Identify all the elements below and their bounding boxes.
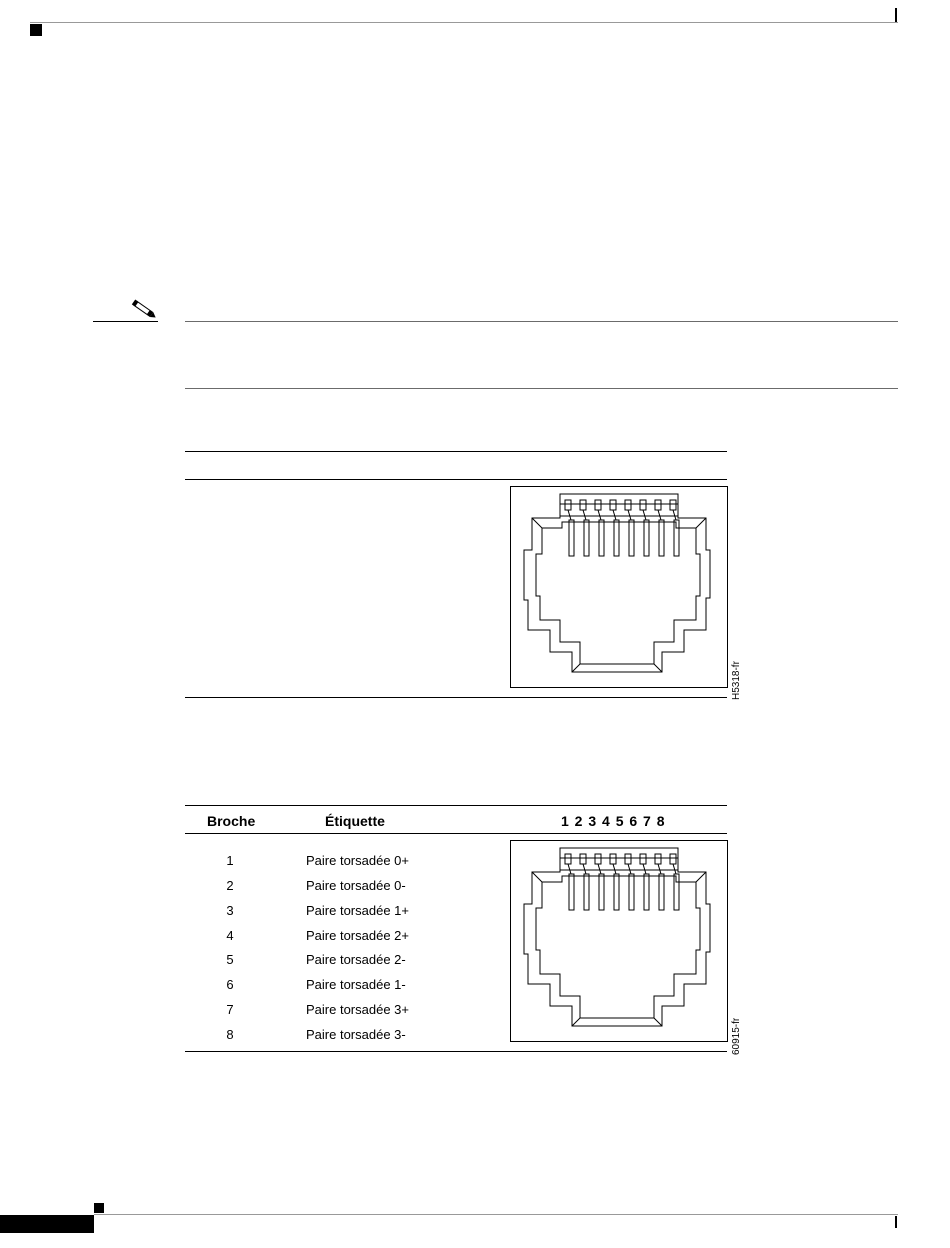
table2-header-rule — [185, 833, 727, 834]
table-row-3-pin: 3 — [226, 903, 234, 918]
note-bottom-rule — [185, 388, 898, 389]
table2-header-pin-numbers: 1 2 3 4 5 6 7 8 — [561, 813, 666, 829]
table-row-4-label: Paire torsadée 2+ — [306, 928, 409, 943]
table1-rj45-diagram — [510, 486, 728, 688]
table2-top-rule — [185, 805, 727, 806]
table2-bottom-rule — [185, 1051, 727, 1052]
table-row-5-pin: 5 — [226, 952, 234, 967]
table-row-2-pin: 2 — [226, 878, 234, 893]
footer-corner-mark — [94, 1203, 104, 1213]
header-corner-mark — [30, 24, 42, 36]
table-row-7-label: Paire torsadée 3+ — [306, 1002, 409, 1017]
table-row-8-label: Paire torsadée 3- — [306, 1027, 406, 1042]
table-row-3-label: Paire torsadée 1+ — [306, 903, 409, 918]
header-rule — [30, 22, 898, 23]
table2-header-label: Étiquette — [325, 813, 385, 829]
table2-rj45-diagram — [510, 840, 728, 1042]
table-row-1-pin: 1 — [226, 853, 234, 868]
header-edge-mark — [895, 8, 897, 22]
table-row-7-pin: 7 — [226, 1002, 234, 1017]
table2-header-pin: Broche — [207, 813, 256, 829]
table1-bottom-rule — [185, 697, 727, 698]
note-top-rule — [93, 321, 158, 322]
table-row-2-label: Paire torsadée 0- — [306, 878, 406, 893]
table2-figure-id: 60915-fr — [731, 1017, 742, 1055]
table-row-1-label: Paire torsadée 0+ — [306, 853, 409, 868]
footer-tab — [0, 1215, 94, 1233]
table-row-8-pin: 8 — [226, 1027, 234, 1042]
footer-edge-mark — [895, 1216, 897, 1228]
note-rule — [185, 321, 898, 322]
table1-header-rule — [185, 479, 727, 480]
table-row-6-label: Paire torsadée 1- — [306, 977, 406, 992]
table-row-4-pin: 4 — [226, 928, 234, 943]
table-row-6-pin: 6 — [226, 977, 234, 992]
table1-top-rule — [185, 451, 727, 452]
table-row-5-label: Paire torsadée 2- — [306, 952, 406, 967]
table1-figure-id: H5318-fr — [731, 661, 742, 700]
footer-rule — [94, 1214, 898, 1215]
note-pencil-icon — [130, 298, 160, 322]
